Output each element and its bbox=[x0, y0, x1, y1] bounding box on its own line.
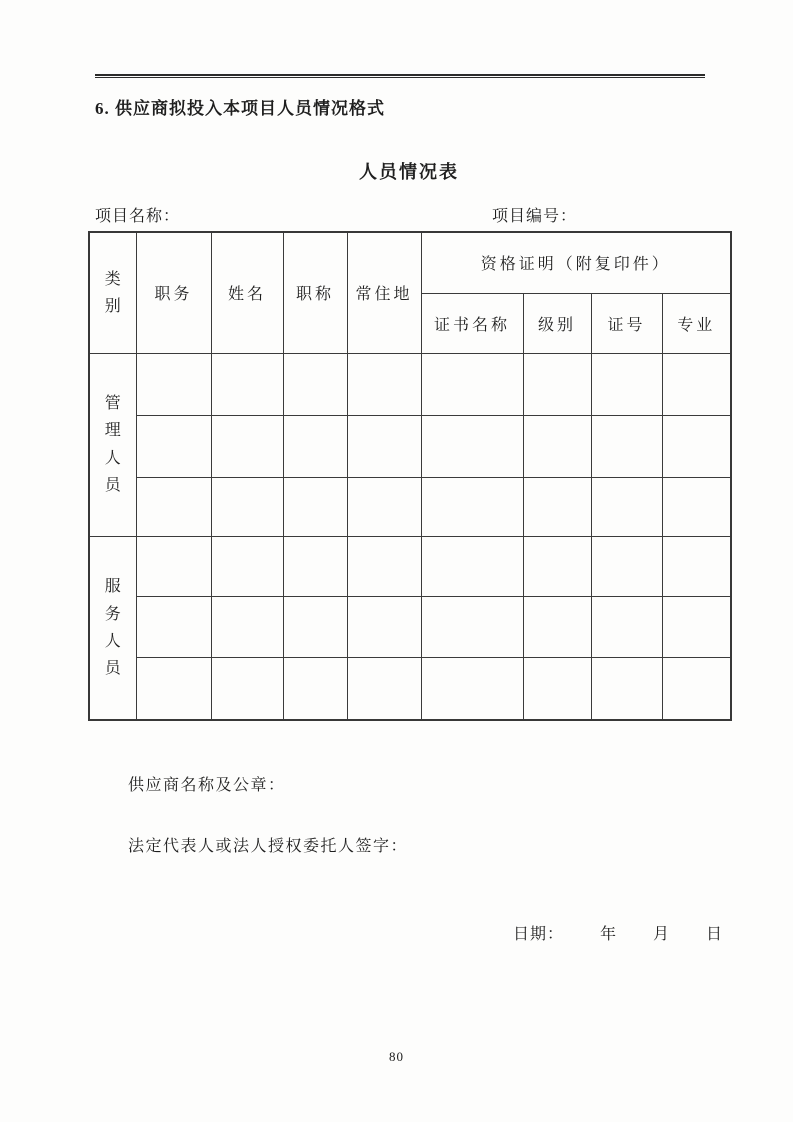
project-number-label: 项目编号： bbox=[492, 208, 578, 225]
table-row bbox=[89, 415, 731, 477]
empty-cell bbox=[136, 657, 211, 720]
empty-cell bbox=[662, 415, 731, 477]
empty-cell bbox=[591, 415, 662, 477]
empty-cell bbox=[347, 536, 421, 596]
header-row-1 bbox=[89, 232, 731, 293]
date-line bbox=[513, 921, 723, 944]
empty-cell bbox=[211, 657, 283, 720]
empty-cell bbox=[662, 596, 731, 657]
empty-cell bbox=[211, 415, 283, 477]
section-category-service-label: 服务人员 bbox=[104, 578, 121, 677]
table-row bbox=[89, 657, 731, 720]
empty-cell bbox=[591, 596, 662, 657]
empty-cell bbox=[662, 657, 731, 720]
col-header-qualification-group: 资格证明（附复印件） bbox=[421, 232, 731, 293]
signature-label: 法定代表人或法人授权委托人签字： bbox=[128, 838, 409, 855]
empty-cell bbox=[523, 477, 591, 536]
empty-cell bbox=[136, 477, 211, 536]
table-title: 人员情况表 bbox=[359, 162, 459, 182]
table-row bbox=[89, 536, 731, 596]
empty-cell bbox=[347, 657, 421, 720]
date-unit-day: 日 bbox=[706, 926, 724, 943]
empty-cell bbox=[283, 415, 347, 477]
col-header-residence: 常住地 bbox=[347, 232, 421, 353]
project-name-label: 项目名称： bbox=[95, 208, 181, 225]
empty-cell bbox=[662, 353, 731, 415]
empty-cell bbox=[136, 536, 211, 596]
table-row bbox=[89, 596, 731, 657]
empty-cell bbox=[211, 536, 283, 596]
empty-cell bbox=[347, 415, 421, 477]
empty-cell bbox=[347, 477, 421, 536]
col-header-title: 职称 bbox=[283, 232, 347, 353]
empty-cell bbox=[523, 353, 591, 415]
empty-cell bbox=[136, 415, 211, 477]
empty-cell bbox=[523, 536, 591, 596]
page-number: 80 bbox=[389, 1049, 404, 1064]
empty-cell bbox=[347, 353, 421, 415]
col-header-category bbox=[89, 232, 136, 353]
empty-cell bbox=[421, 657, 523, 720]
col-header-specialty: 专业 bbox=[662, 293, 731, 353]
empty-cell bbox=[421, 353, 523, 415]
col-header-cert-level: 级别 bbox=[523, 293, 591, 353]
empty-cell bbox=[662, 477, 731, 536]
col-header-name: 姓名 bbox=[211, 232, 283, 353]
empty-cell bbox=[662, 536, 731, 596]
empty-cell bbox=[347, 596, 421, 657]
empty-cell bbox=[211, 596, 283, 657]
empty-cell bbox=[283, 657, 347, 720]
empty-cell bbox=[421, 415, 523, 477]
empty-cell bbox=[283, 536, 347, 596]
table-row bbox=[89, 477, 731, 536]
col-header-cert-name: 证书名称 bbox=[421, 293, 523, 353]
section-heading: 6. 供应商拟投入本项目人员情况格式 bbox=[95, 99, 385, 118]
section-category-service bbox=[89, 536, 136, 720]
section-category-management bbox=[89, 353, 136, 536]
section-category-management-label: 管理人员 bbox=[104, 395, 121, 494]
date-label: 日期： bbox=[513, 926, 565, 943]
empty-cell bbox=[591, 657, 662, 720]
empty-cell bbox=[591, 477, 662, 536]
empty-cell bbox=[591, 536, 662, 596]
col-header-position: 职务 bbox=[136, 232, 211, 353]
empty-cell bbox=[283, 477, 347, 536]
date-unit-month: 月 bbox=[653, 926, 671, 943]
empty-cell bbox=[421, 536, 523, 596]
header-rule bbox=[95, 74, 705, 78]
personnel-table bbox=[88, 231, 732, 721]
empty-cell bbox=[283, 353, 347, 415]
empty-cell bbox=[211, 477, 283, 536]
empty-cell bbox=[523, 415, 591, 477]
col-header-category-label: 类别 bbox=[104, 270, 121, 315]
empty-cell bbox=[136, 596, 211, 657]
supplier-seal-label: 供应商名称及公章： bbox=[128, 777, 286, 794]
empty-cell bbox=[136, 353, 211, 415]
empty-cell bbox=[591, 353, 662, 415]
empty-cell bbox=[211, 353, 283, 415]
empty-cell bbox=[421, 477, 523, 536]
table-row bbox=[89, 353, 731, 415]
empty-cell bbox=[421, 596, 523, 657]
col-header-cert-number: 证号 bbox=[591, 293, 662, 353]
date-unit-year: 年 bbox=[600, 926, 618, 943]
empty-cell bbox=[283, 596, 347, 657]
empty-cell bbox=[523, 596, 591, 657]
empty-cell bbox=[523, 657, 591, 720]
